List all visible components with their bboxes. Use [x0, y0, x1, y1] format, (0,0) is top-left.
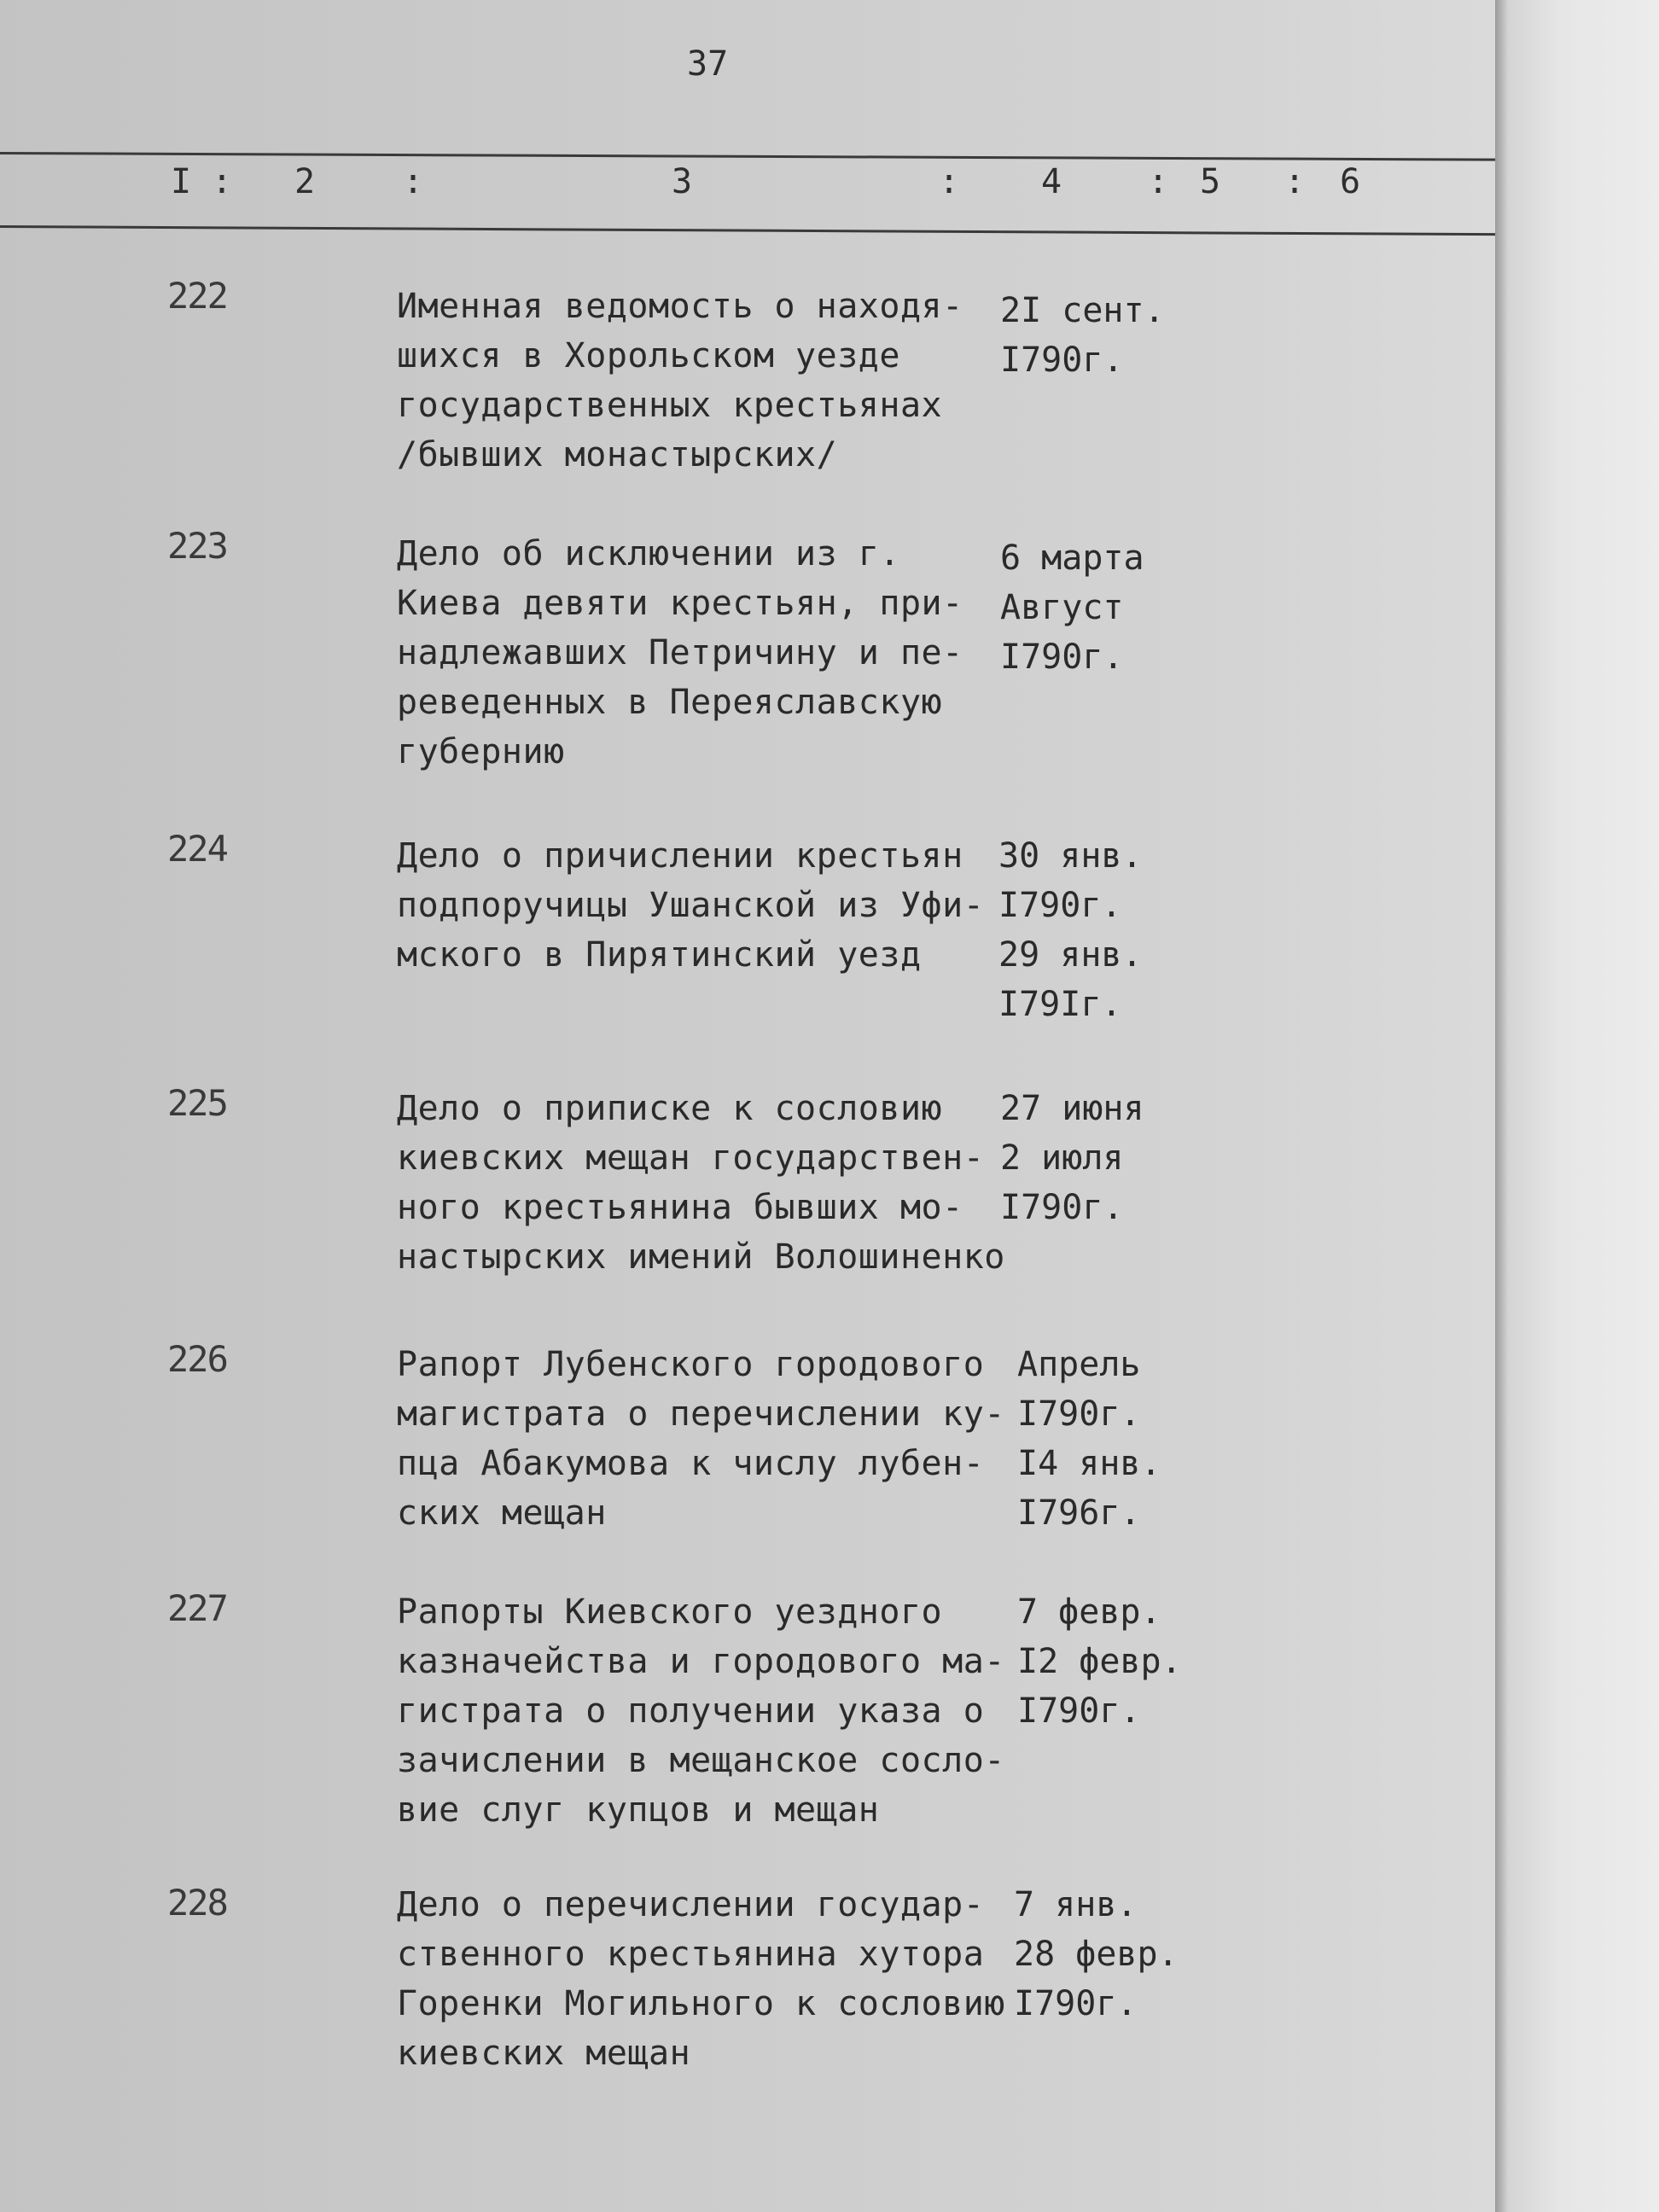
entry-line: настырских имений Волошиненко — [397, 1237, 1005, 1277]
entry-dates — [1017, 1587, 1182, 1736]
entry-number: 222 — [167, 275, 227, 317]
entry-date: I2 февр. — [1017, 1642, 1182, 1681]
entry-line: подпоручицы Ушанской из Уфи- — [397, 886, 985, 925]
entry-dates — [1000, 533, 1144, 682]
entry-date: Апрель — [1017, 1345, 1141, 1384]
header-col-2: 2 — [294, 162, 316, 201]
entry-line: Дело о перечислении государ- — [397, 1885, 985, 1924]
entry-date: 28 февр. — [1014, 1935, 1179, 1974]
entry-line: /бывших монастырских/ — [397, 435, 838, 474]
entry-line: ственного крестьянина хутора — [397, 1935, 985, 1974]
entry-line: Именная ведомость о находя- — [397, 287, 963, 326]
entry-number: 225 — [167, 1082, 227, 1124]
entry-date: I790г. — [1014, 1984, 1138, 2023]
entry-line: государственных крестьянах — [397, 386, 943, 425]
entry-description — [397, 831, 1011, 980]
header-sep: : — [939, 162, 960, 201]
header-sep: : — [403, 162, 424, 201]
entry-date: I790г. — [1017, 1394, 1141, 1434]
entry-date: 30 янв. — [998, 836, 1143, 876]
entry-date: I796г. — [1017, 1493, 1141, 1533]
entry-number: 223 — [167, 525, 227, 567]
entry-date: 6 марта — [1000, 538, 1144, 578]
entry-line: гистрата о получении указа о — [397, 1691, 985, 1731]
entry-line: Дело о причислении крестьян — [397, 836, 963, 876]
entry-date: 27 июня — [1000, 1089, 1144, 1128]
entry-date: I790г. — [1017, 1691, 1141, 1731]
header-col-4: 4 — [1041, 162, 1062, 201]
entry-line: реведенных в Переяславскую — [397, 683, 943, 722]
header-sep: : — [212, 162, 233, 201]
entry-date: 7 февр. — [1017, 1592, 1161, 1632]
header-col-5: 5 — [1200, 162, 1221, 201]
entry-line: Рапорт Лубенского городового — [397, 1345, 985, 1384]
entry-description — [397, 1340, 1011, 1538]
entry-date: I790г. — [1000, 1188, 1124, 1227]
entry-date: I790г. — [998, 886, 1122, 925]
entry-description — [397, 529, 1011, 777]
entry-dates — [1000, 1084, 1144, 1232]
entry-line: Дело о приписке к сословию — [397, 1089, 943, 1128]
entry-number: 227 — [167, 1587, 227, 1629]
header-sep: : — [1284, 162, 1306, 201]
entry-date: I79Iг. — [998, 985, 1122, 1024]
entry-line: вие слуг купцов и мещан — [397, 1790, 880, 1830]
entry-date: Август — [1000, 588, 1124, 627]
entry-line: ного крестьянина бывших мо- — [397, 1188, 963, 1227]
entry-line: Рапорты Киевского уездного — [397, 1592, 943, 1632]
entry-line: ских мещан — [397, 1493, 607, 1533]
entry-number: 228 — [167, 1882, 227, 1924]
entry-description — [397, 1880, 1011, 2078]
page-number: 37 — [687, 44, 729, 84]
entry-line: магистрата о перечислении ку- — [397, 1394, 1005, 1434]
entry-dates — [1017, 1340, 1161, 1538]
entry-date: 2I сент. — [1000, 291, 1165, 330]
entry-line: Горенки Могильного к сословию — [397, 1984, 1005, 2023]
entry-number: 224 — [167, 828, 227, 870]
entry-line: Киева девяти крестьян, при- — [397, 584, 963, 623]
entry-line: пца Абакумова к числу лубен- — [397, 1444, 985, 1483]
header-col-3: 3 — [672, 162, 693, 201]
entry-line: зачислении в мещанское сосло- — [397, 1741, 1005, 1780]
entry-line: киевских мещан государствен- — [397, 1138, 985, 1178]
entry-line: шихся в Хорольском уезде — [397, 336, 900, 375]
entry-date: I4 янв. — [1017, 1444, 1161, 1483]
entry-date: I790г. — [1000, 637, 1124, 677]
entry-date: 29 янв. — [998, 935, 1143, 975]
entry-description — [397, 1587, 1011, 1835]
entry-line: мского в Пирятинский уезд — [397, 935, 922, 975]
entry-line: губернию — [397, 732, 565, 771]
entry-description — [397, 1084, 1011, 1282]
entry-dates — [1000, 286, 1165, 385]
entry-description — [397, 282, 1011, 480]
entry-date: 2 июля — [1000, 1138, 1124, 1178]
entry-line: киевских мещан — [397, 2034, 691, 2073]
entry-number: 226 — [167, 1338, 227, 1380]
entry-dates — [998, 831, 1143, 1029]
entry-date: I790г. — [1000, 341, 1124, 380]
entry-dates — [1014, 1880, 1179, 2029]
entry-line: надлежавших Петричину и пе- — [397, 633, 963, 672]
entry-line: Дело об исключении из г. — [397, 534, 900, 573]
header-col-6: 6 — [1340, 162, 1361, 201]
header-col-1: I — [171, 162, 192, 201]
header-sep: : — [1148, 162, 1169, 201]
entry-date: 7 янв. — [1014, 1885, 1138, 1924]
paper-edge-shadow — [1495, 0, 1659, 2212]
entry-line: казначейства и городового ма- — [397, 1642, 1005, 1681]
